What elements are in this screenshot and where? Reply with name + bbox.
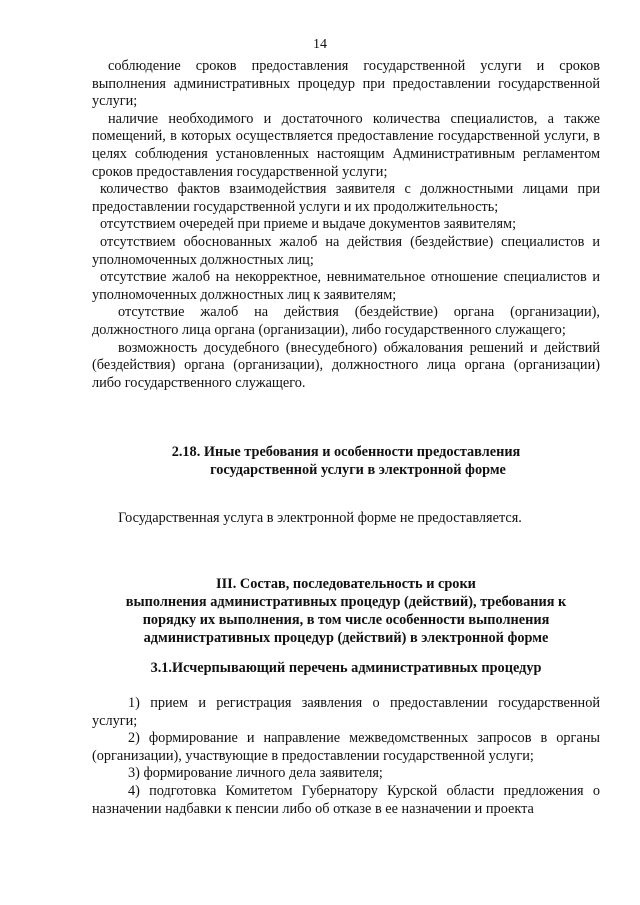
procedures-list [92,695,600,818]
top-paragraphs [92,58,600,392]
heading-line: 2.18. Иные требования и особенности предоставления [171,444,521,460]
list-item: 1) прием и регистрация заявления о предоставлении государственной услуги; [92,695,600,729]
list-item: 2) формирование и направление межведомственных запросов в органы (организации), участвующие в предоставлении государственной услуги; [92,730,600,764]
paragraph: отсутствие жалоб на действия (бездействие) органа (организации), должностного лица органа (организации), либо государственного служащего; [92,304,600,338]
section-3-heading [92,575,600,647]
paragraph: отсутствие жалоб на некорректное, невнимательное отношение специалистов и уполномоченных должностных лиц к заявителям; [92,269,600,303]
section-2-18-heading [92,443,600,479]
paragraph: отсутствием обоснованных жалоб на действия (бездействие) специалистов и уполномоченных должностных лиц; [92,233,600,268]
section-3-1-heading: 3.1.Исчерпывающий перечень административных процедур [150,660,542,676]
heading-line: порядку их выполнения, в том числе особенности выполнения [142,612,550,628]
paragraph: отсутствием очередей при приеме и выдаче документов заявителям; [100,216,517,233]
paragraph: возможность досудебного (внесудебного) обжалования решений и действий (бездействия) органа (организации), должностного лица органа (организации) либо государственного служащего. [92,339,600,391]
paragraph: соблюдение сроков предоставления государственной услуги и сроков выполнения административных процедур при предоставлении государственной услуги; [92,58,600,110]
page-number: 14 [313,37,327,52]
heading-line: выполнения административных процедур (действий), требования к [125,594,567,610]
heading-line: административных процедур (действий) в электронной форме [143,630,549,646]
paragraph: наличие необходимого и достаточного количества специалистов, а также помещений, в которых осуществляется предоставление государственной услуги, в целях соблюдения установленных настоящим Административным регламентом сроков предоставления государственной услуги; [92,110,600,180]
list-item: 3) формирование личного дела заявителя; [128,765,383,782]
heading-line: государственной услуги в электронной форме [210,462,506,478]
paragraph: количество фактов взаимодействия заявителя с должностными лицами при предоставлении государственной услуги и их продолжительность; [92,181,600,215]
list-item: 4) подготовка Комитетом Губернатору Курской области предложения о назначении надбавки к пенсии либо об отказе в ее назначении и проекта [92,782,600,817]
section-2-18-text: Государственная услуга в электронной форме не предоставляется. [118,510,522,526]
heading-line: III. Состав, последовательность и сроки [216,576,476,592]
